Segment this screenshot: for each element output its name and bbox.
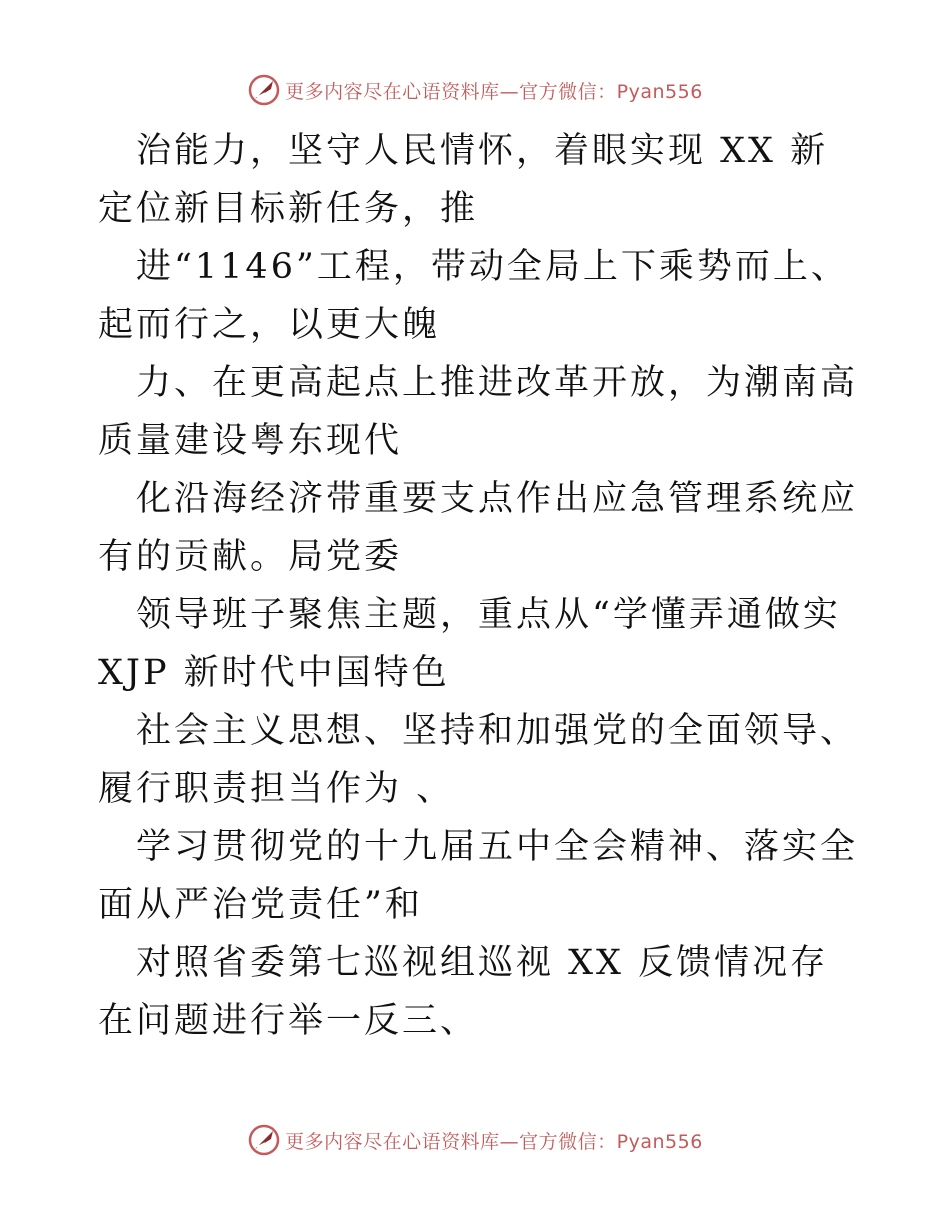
paragraph-7: 学习贯彻党的十九届五中全会精神、落实全面从严治党责任”和 bbox=[98, 827, 859, 925]
header-banner bbox=[0, 70, 950, 110]
footer-banner bbox=[0, 1120, 950, 1160]
paragraph-2: 进“1146”工程，带动全局上下乘势而上、起而行之，以更大魄 bbox=[98, 247, 849, 345]
paragraph-3: 力、在更高起点上推进改革开放，为潮南高质量建设粤东现代 bbox=[98, 363, 859, 461]
quill-logo-icon bbox=[247, 73, 281, 107]
paragraph-8: 对照省委第七巡视组巡视 XX 反馈情况存在问题进行举一反三、 bbox=[98, 943, 829, 1041]
paragraph-4: 化沿海经济带重要支点作出应急管理系统应有的贡献。局党委 bbox=[98, 479, 859, 577]
header-banner-text: 更多内容尽在心语资料库—官方微信：Pyan556 bbox=[285, 80, 703, 103]
paragraph-6: 社会主义思想、坚持和加强党的全面领导、履行职责担当作为 、 bbox=[98, 711, 859, 809]
paragraph-5: 领导班子聚焦主题，重点从“学懂弄通做实 XJP 新时代中国特色 bbox=[98, 595, 841, 693]
document-body bbox=[98, 122, 858, 1050]
quill-logo-icon bbox=[247, 1123, 281, 1157]
paragraph-1: 治能力，坚守人民情怀，着眼实现 XX 新定位新目标新任务，推 bbox=[98, 131, 829, 229]
footer-banner-text: 更多内容尽在心语资料库—官方微信：Pyan556 bbox=[285, 1130, 703, 1153]
